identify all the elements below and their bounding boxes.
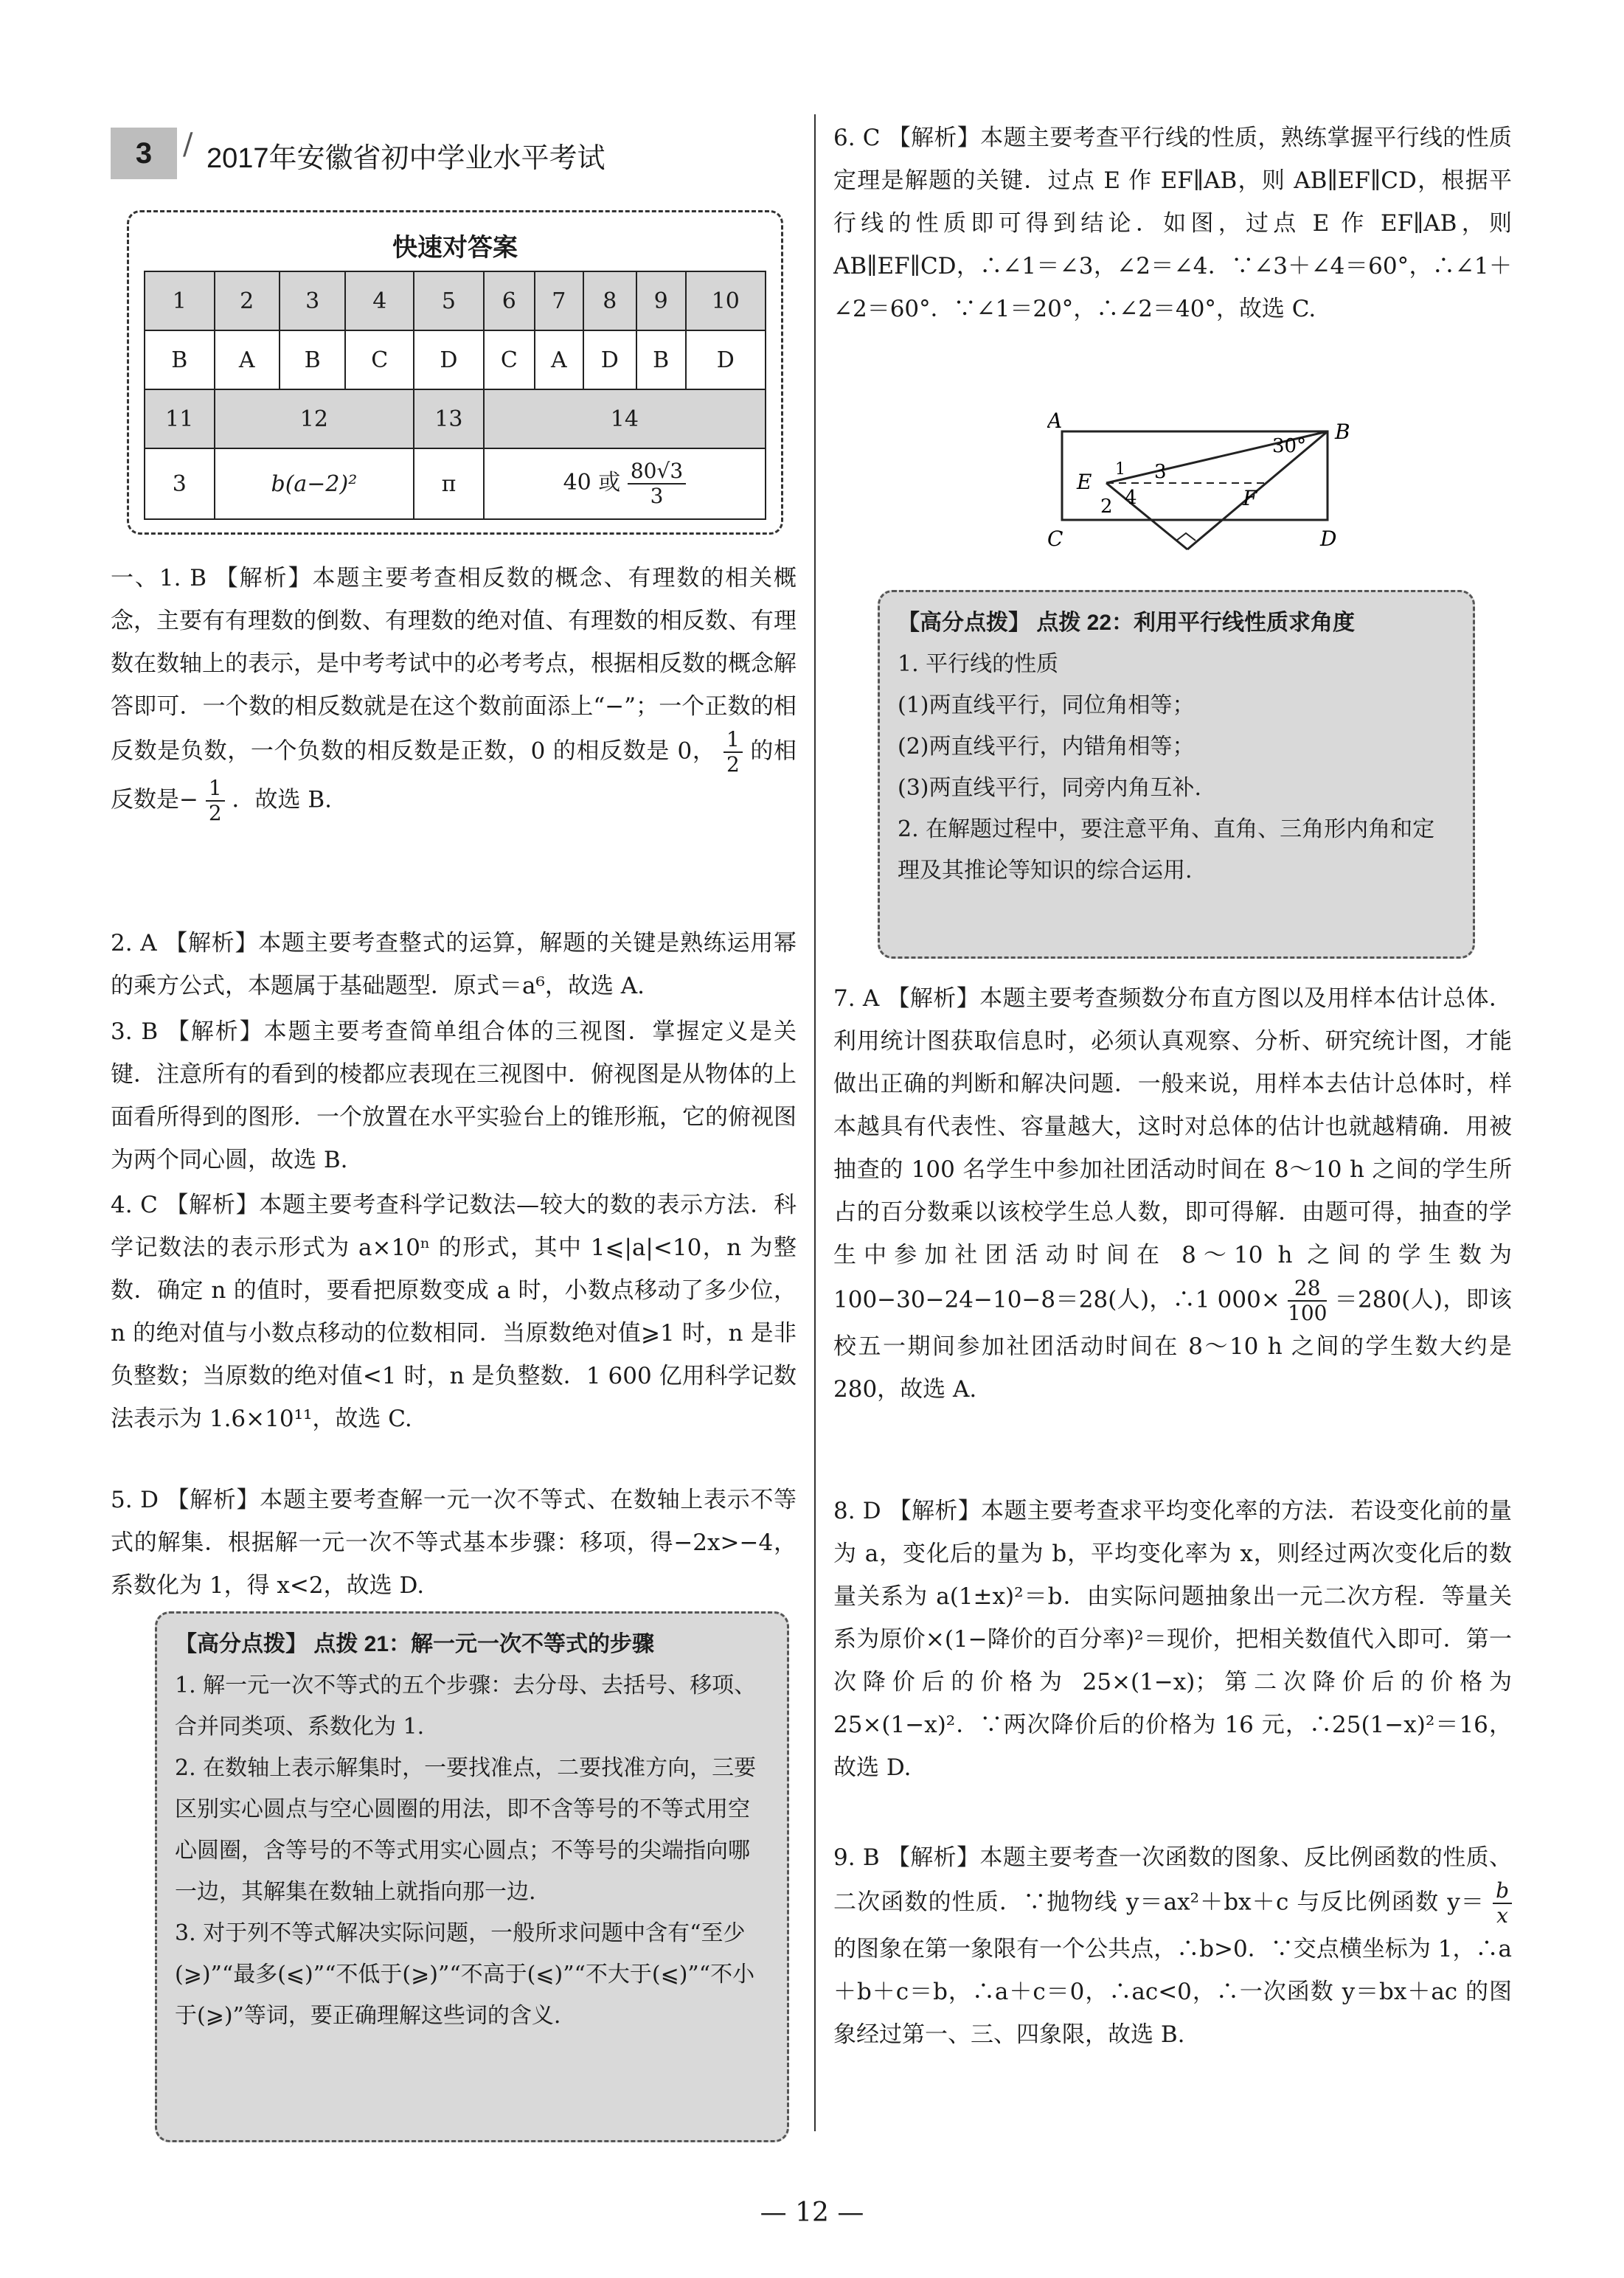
table-cell: A xyxy=(215,330,280,389)
table-cell: C xyxy=(484,330,535,389)
table-cell: D xyxy=(686,330,766,389)
exam-header xyxy=(111,122,797,188)
label-b: B xyxy=(1335,420,1350,444)
table-cell: B xyxy=(145,330,215,389)
table-cell: 4 xyxy=(345,271,414,330)
answer-box-title: 快速对答案 xyxy=(392,234,518,262)
solution-q8: 8. D 【解析】本题主要考查求平均变化率的方法．若设变化前的量为 a，变化后的量为 b，平均变化率为 x，则经过两次变化后的数量关系为 a(1±x)²＝b．由实际问题抽象出一元二次方程．等量关系为原价×(1−降价的百分率)²＝现价，把相关数值代入即可．第一次降价后的价格为 25×(1−x)；第二次降价后的价格为 25×(1−x)²．∵两次降价后的价格为 16 元，∴25(1−x)²＝16，故选 D. xyxy=(833,1498,1512,1781)
label-f: F xyxy=(1243,486,1257,510)
table-cell: 3 xyxy=(145,448,215,519)
tip-22-line: (1)两直线平行，同位角相等； xyxy=(898,692,1195,718)
solution-q9: 9. B 【解析】本题主要考查一次函数的图象、反比例函数的性质、二次函数的性质．∵抛物线 y＝ax²＋bx＋c 与反比例函数 y＝ $\frac{b}{x}$ 的图象在第一象限有一个公共点，∴b>0．∵交点横坐标为 1，∴a＋b＋c＝b，∴a＋c＝0，∴ac<0，∴一次函数 y＝bx＋ac 的图象经过第一、三、四象限，故选 B. xyxy=(833,1844,1512,2048)
exam-title: 2017年安徽省初中学业水平考试 xyxy=(207,143,605,174)
table-cell: 14 xyxy=(484,389,766,448)
table-cell: 7 xyxy=(535,271,583,330)
tip-22-line: 2. 在解题过程中，要注意平角、直角、三角形内角和定理及其推论等知识的综合运用. xyxy=(898,816,1435,883)
header-slash: / xyxy=(183,128,193,162)
solution-q7: 7. A 【解析】本题主要考查频数分布直方图以及用样本估计总体．利用统计图获取信息时，必须认真观察、分析、研究统计图，才能做出正确的判断和解决问题．一般来说，用样本去估计总体时，样本越具有代表性、容量越大，这时对总体的估计也就越精确．用被抽查的 100 名学生中参加社团活动时间在 8～10 h 之间的学生所占的百分数乘以该校学生总人数，即可得解．由题可得，抽查的学生中参加社团活动时间在 8～10 h 之间的学生数为 100−30−24−10−8＝28(人)，∴1 000× $\frac{28}{100}$ ＝280(人)，即该校五一期间参加社团活动时间在 8～10 h 之间的学生数大约是 280，故选 A. xyxy=(833,985,1512,1403)
table-row xyxy=(145,448,766,519)
answer-table xyxy=(144,271,766,520)
table-cell: 10 xyxy=(686,271,766,330)
page-number: — 12 — xyxy=(760,2198,864,2228)
table-cell: 6 xyxy=(484,271,535,330)
tip-22-line: (3)两直线平行，同旁内角互补. xyxy=(898,775,1202,801)
table-cell: A xyxy=(535,330,583,389)
line-e-vertex xyxy=(1106,483,1187,549)
table-cell: b(a−2)² xyxy=(215,448,414,519)
table-cell: 1 xyxy=(145,271,215,330)
answer-14-fraction: $\frac{80√3}{3}$ xyxy=(628,459,686,508)
tip-22-line: 1. 平行线的性质 xyxy=(898,651,1059,677)
table-cell: D xyxy=(414,330,484,389)
tip-21-line: 3. 对于列不等式解决实际问题，一般所求问题中含有“至少(⩾)”“最多(⩽)”“不低于(⩾)”“不高于(⩽)”“不大于(⩽)”“不小于(⩾)”等词，要正确理解这些词的含义. xyxy=(175,1920,755,2029)
tip-21-line: 2. 在数轴上表示解集时，一要找准点，二要找准方向，三要区别实心圆点与空心圆圈的用法，即不含等号的不等式用空心圆圈，含等号的不等式用实心圆点；不等号的尖端指向哪一边，其解集在数轴上就指向那一边. xyxy=(175,1755,757,1905)
label-angle-4: 4 xyxy=(1125,487,1137,509)
table-cell: B xyxy=(636,330,686,389)
right-angle-mark xyxy=(1176,533,1196,541)
solution-q6: 6. C 【解析】本题主要考查平行线的性质，熟练掌握平行线的性质定理是解题的关键．过点 E 作 EF∥AB，则 AB∥EF∥CD，根据平行线的性质即可得到结论．如图，过点 E 作 EF∥AB，则 AB∥EF∥CD，∴∠1＝∠3，∠2＝∠4．∵∠3＋∠4＝60°，∴∠1＋∠2＝60°．∵∠1＝20°，∴∠2＝40°，故选 C. xyxy=(833,125,1512,322)
table-cell: 12 xyxy=(215,389,414,448)
table-cell: 11 xyxy=(145,389,215,448)
table-row xyxy=(145,271,766,330)
table-row xyxy=(145,330,766,389)
label-e: E xyxy=(1077,470,1092,494)
fraction-b-x: $\frac{b}{x}$ xyxy=(1493,1879,1512,1928)
column-divider xyxy=(814,114,816,2131)
solution-q2: 2. A 【解析】本题主要考查整式的运算，解题的关键是熟练运用幂的乘方公式，本题属于基础题型．原式＝a⁶，故选 A. xyxy=(111,930,797,999)
label-angle-2: 2 xyxy=(1100,496,1113,518)
answer-14-text: 40 或 xyxy=(563,470,621,496)
table-cell: 9 xyxy=(636,271,686,330)
table-cell: π xyxy=(414,448,484,519)
table-cell: 5 xyxy=(414,271,484,330)
solution-q1: 一、1. B 【解析】本题主要考查相反数的概念、有理数的相关概念，主要有有理数的倒数、有理数的绝对值、有理数的相反数、有理数在数轴上的表示，是中考考试中的必考考点，根据相反数的概念解答即可．一个数的相反数就是在这个数前面添上“−”；一个正数的相反数是负数，一个负数的相反数是正数，0 的相反数是 0， $\frac{1}{2}$ 的相反数是− $\frac{1}{2}$ ．故选 B. xyxy=(111,565,797,825)
solution-q4: 4. C 【解析】本题主要考查科学记数法—较大的数的表示方法．科学记数法的表示形式为 a×10ⁿ 的形式，其中 1⩽|a|<10，n 为整数．确定 n 的值时，要看把原数变成 a 时，小数点移动了多少位，n 的绝对值与小数点移动的位数相同．当原数绝对值⩾1 时，n 是非负整数；当原数的绝对值<1 时，n 是负整数．1 600 亿用科学记数法表示为 1.6×10¹¹，故选 C. xyxy=(111,1192,797,1432)
table-cell: B xyxy=(280,330,346,389)
tip-22-line: (2)两直线平行，内错角相等； xyxy=(898,734,1195,760)
label-angle-3: 3 xyxy=(1154,461,1167,483)
table-cell: C xyxy=(345,330,414,389)
label-a: A xyxy=(1047,409,1063,433)
fraction-half: $\frac{1}{2}$ xyxy=(723,728,743,777)
parallel-lines-diagram xyxy=(1047,402,1357,557)
table-cell: 13 xyxy=(414,389,484,448)
tip-21-heading: 【高分点拨】 点拨 21：解一元一次不等式的步骤 xyxy=(175,1632,655,1656)
fraction-half: $\frac{1}{2}$ xyxy=(206,777,225,825)
line-b-vertex xyxy=(1187,431,1328,549)
exam-number: 3 xyxy=(111,128,177,179)
solution-q5: 5. D 【解析】本题主要考查解一元一次不等式、在数轴上表示不等式的解集．根据解一元一次不等式基本步骤：移项，得−2x>−4，系数化为 1，得 x<2，故选 D. xyxy=(111,1487,797,1599)
table-cell: 3 xyxy=(280,271,346,330)
label-d: D xyxy=(1320,527,1337,551)
tip-21-line: 1. 解一元一次不等式的五个步骤：去分母、去括号、移项、合并同类项、系数化为 1. xyxy=(175,1673,757,1740)
tip-box-22 xyxy=(878,590,1475,959)
quick-answer-box xyxy=(127,210,783,535)
table-cell: D xyxy=(583,330,636,389)
label-angle-1: 1 xyxy=(1115,460,1125,479)
tip-22-heading: 【高分点拨】 点拨 22：利用平行线性质求角度 xyxy=(898,611,1356,635)
table-cell: 8 xyxy=(583,271,636,330)
fraction-28-100: $\frac{28}{100}$ xyxy=(1288,1276,1328,1325)
table-cell xyxy=(484,448,766,519)
table-cell: 2 xyxy=(215,271,280,330)
table-row xyxy=(145,389,766,448)
label-c: C xyxy=(1047,527,1063,551)
label-30-degrees: 30° xyxy=(1272,435,1307,457)
tip-box-21 xyxy=(155,1611,789,2142)
solution-q3: 3. B 【解析】本题主要考查简单组合体的三视图．掌握定义是关键．注意所有的看到的棱都应表现在三视图中．俯视图是从物体的上面看所得到的图形．一个放置在水平实验台上的锥形瓶，它的俯视图为两个同心圆，故选 B. xyxy=(111,1018,797,1173)
